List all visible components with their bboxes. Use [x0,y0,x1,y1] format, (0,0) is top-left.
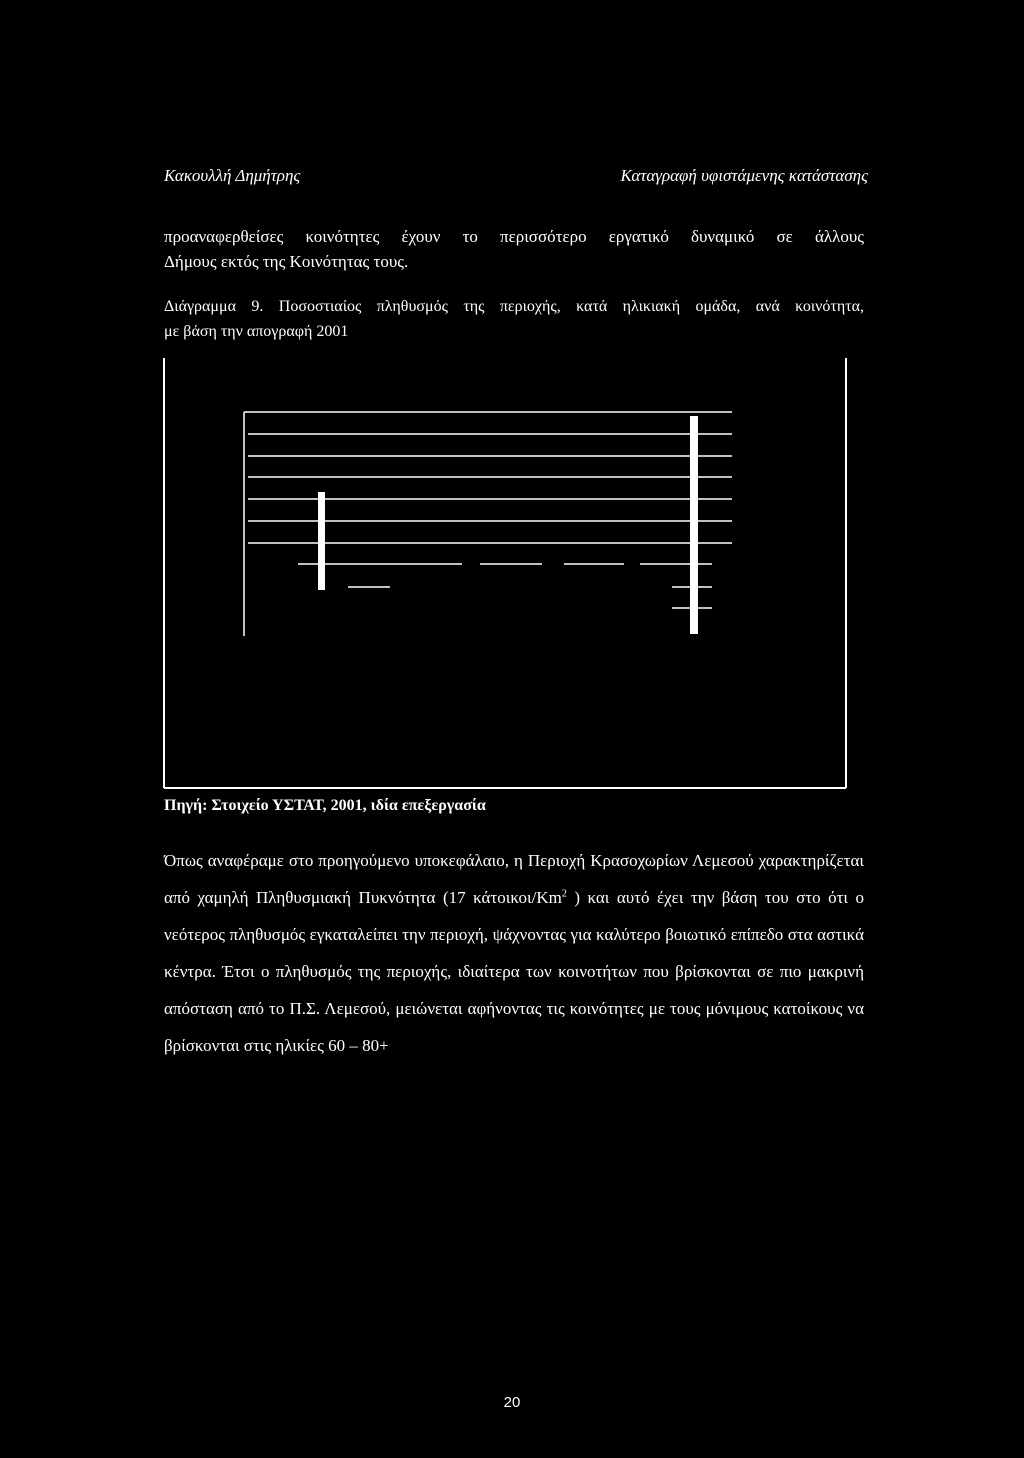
body-paragraph [164,842,864,1064]
intro-paragraph [164,224,864,274]
figure-source: Πηγή: Στοιχείο ΥΣΤΑΤ, 2001, ιδία επεξεργασία [164,797,486,814]
page-number: 20 [503,1394,521,1411]
intro-line-2: Δήμους εκτός της Κοινότητας τους. [164,252,409,271]
header-title: Καταγραφή υφιστάμενης κατάστασης [620,166,868,185]
body-text-part-1: Όπως αναφέραμε στο προηγούμενο υποκεφάλαιο, η Περιοχή Κρασοχωρίων Λεμεσού χαρακτηρίζεται από χαμηλή Πληθυσμιακή Πυκνότητα (17 κάτοικοι/Km [164,851,864,907]
intro-line-1: προαναφερθείσες κοινότητες έχουν το περισσότερο εργατικό δυναμικό σε άλλους [164,227,864,246]
figure-caption-line-2: με βάση την απογραφή 2001 [164,323,349,340]
body-text-part-2: ) και αυτό έχει την βάση του στο ότι ο νεότερος πληθυσμός εγκαταλείπει την περιοχή, ψάχνοντας για καλύτερο βοιωτικό επίπεδο στα αστικά κέντρα. Έτσι ο πληθυσμός της περιοχής, ιδιαίτερα των κοινοτήτων που βρίσκονται σε πιο μακρινή απόσταση από το Π.Σ. Λεμεσού, μειώνεται αφήνοντας τις κοινότητες με τους μόνιμους κατοίκους να βρίσκονται στις ηλικίες 60 – 80+ [164,888,864,1055]
chart-bar [318,492,325,590]
chart-bar [690,416,698,634]
figure-diagram-9 [162,356,848,790]
figure-caption-label: Διάγραμμα 9. [164,298,264,315]
figure-caption-text-1: Ποσοστιαίος πληθυσμός της περιοχής, κατά ηλικιακή ομάδα, ανά κοινότητα, [278,298,865,315]
figure-caption [164,294,864,344]
header-author: Κακουλλή Δημήτρης [164,166,301,185]
figure-caption-line-1 [164,294,864,319]
superscript-2: 2 [561,888,567,900]
